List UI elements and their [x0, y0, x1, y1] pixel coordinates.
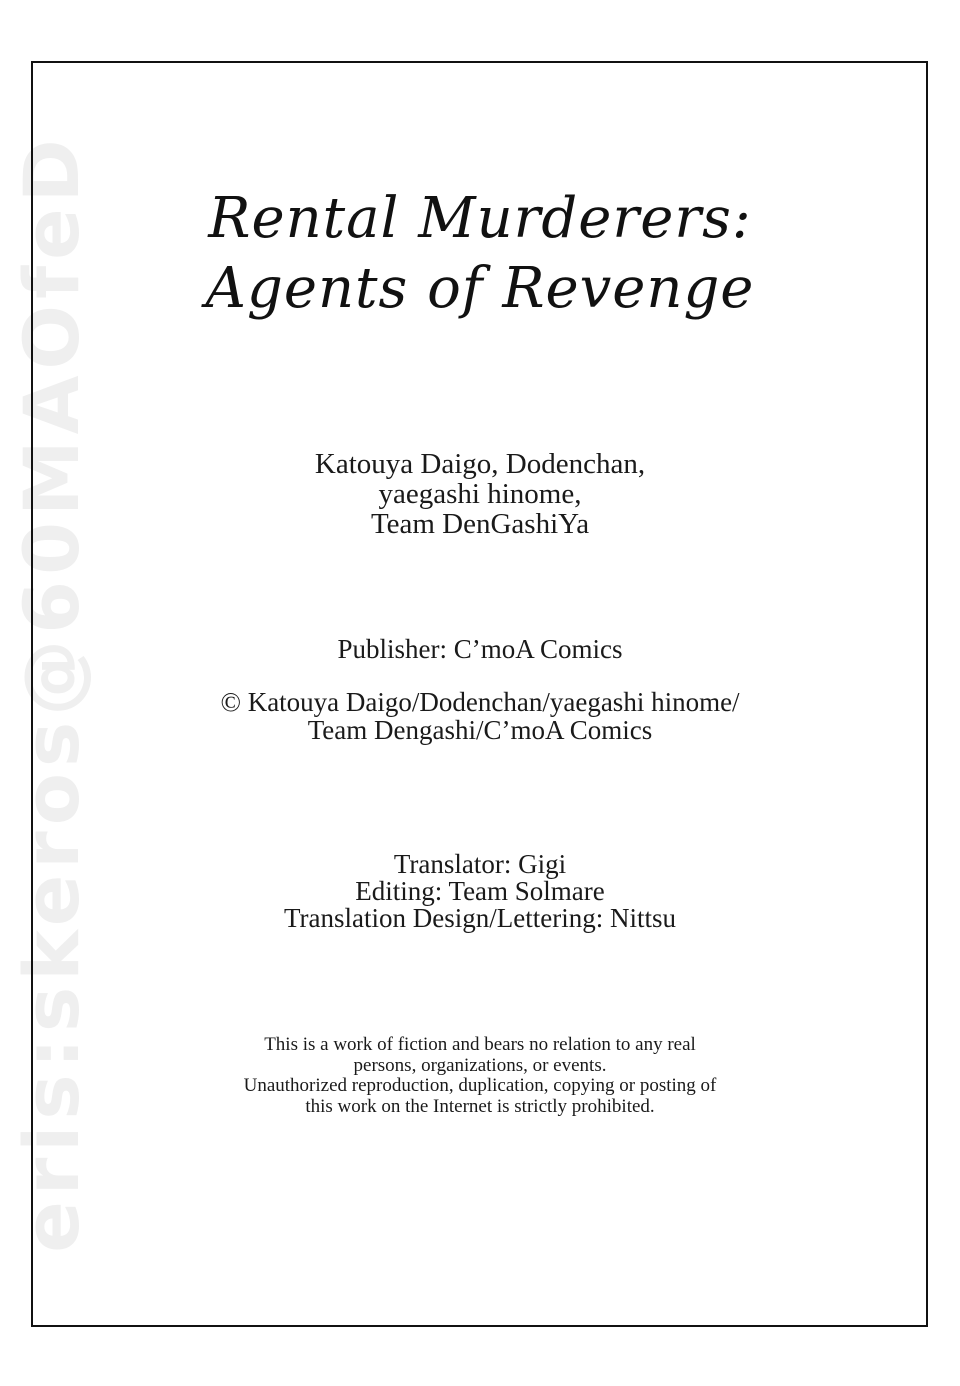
- publisher-line: Publisher: C’moA Comics: [337, 634, 623, 664]
- authors-line-1: Katouya Daigo, Dodenchan,: [314, 448, 646, 480]
- authors-line-2: yaegashi hinome,: [378, 478, 582, 510]
- credits-block: [0, 851, 960, 932]
- notice-line-3: Unauthorized reproduction, duplication, copying or posting of: [243, 1075, 717, 1096]
- notice-line-2: persons, organizations, or events.: [353, 1054, 607, 1076]
- authors-line-3: Team DenGashiYa: [370, 508, 590, 540]
- publisher-block: [0, 634, 960, 664]
- editing-credit: Editing: Team Solmare: [355, 876, 605, 906]
- translator-credit: Translator: Gigi: [393, 849, 567, 879]
- copyright-line-1: © Katouya Daigo/Dodenchan/yaegashi hinome/: [220, 687, 740, 717]
- notice-line-4: this work on the Internet is strictly prohibited.: [305, 1095, 655, 1117]
- legal-notice: [0, 1035, 960, 1117]
- book-title-line-1: Rental Murderers:: [208, 186, 752, 251]
- book-title-line-2: Agents of Revenge: [205, 256, 755, 321]
- watermark: eris:skeros@60MAOfeD: [7, 133, 96, 1253]
- copyright-block: [0, 688, 960, 744]
- notice-line-1: This is a work of fiction and bears no relation to any real: [264, 1034, 696, 1055]
- copyright-line-2: Team Dengashi/C’moA Comics: [307, 715, 653, 745]
- design-credit: Translation Design/Lettering: Nittsu: [284, 903, 676, 933]
- authors-block: [0, 449, 960, 539]
